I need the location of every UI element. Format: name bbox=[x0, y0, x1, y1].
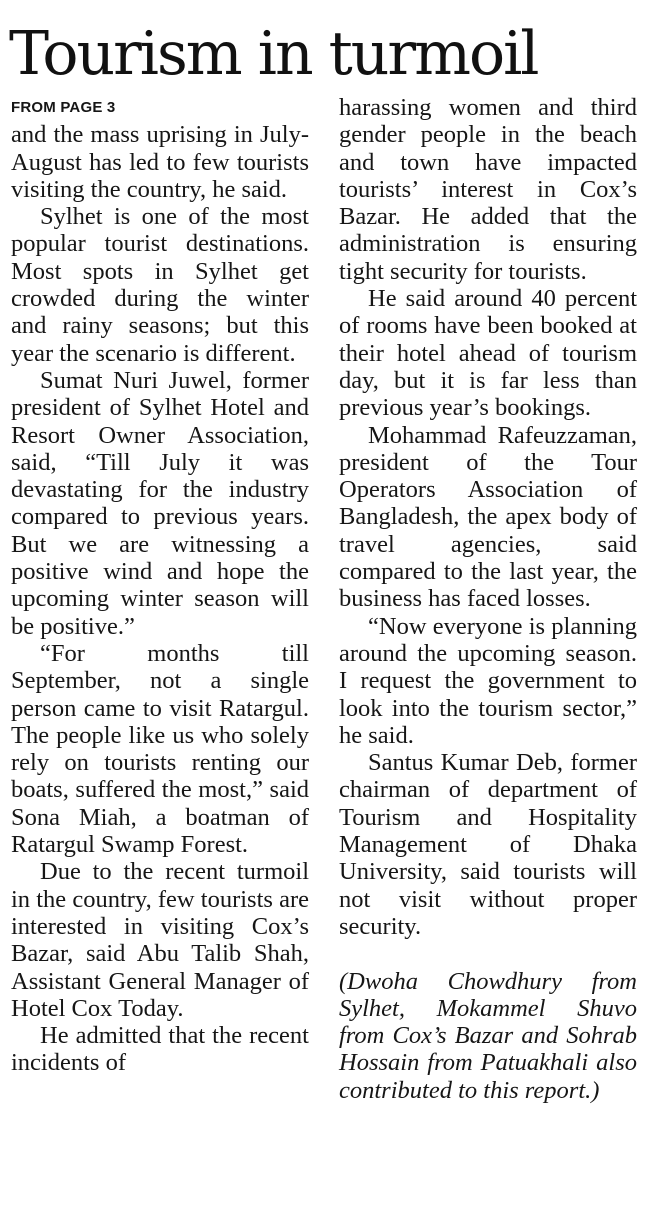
article-column-right bbox=[339, 94, 637, 1104]
article-column-left bbox=[11, 94, 309, 1077]
paragraph: Due to the recent turmoil in the country, few tourists are interested in visiting Cox’s Bazar, said Abu Talib Shah, Assistant General Manager of Hotel Cox Today. bbox=[11, 858, 309, 1022]
continued-from-label: FROM PAGE 3 bbox=[11, 99, 116, 116]
paragraph: “Now everyone is planning around the upcoming season. I request the government to look into the tourism sector,” he said. bbox=[339, 612, 637, 749]
paragraph: Sumat Nuri Juwel, former president of Sylhet Hotel and Resort Owner Association, said, “Till July it was devastating for the industry compared to previous years. But we are witnessing a positive wind and hope the upcoming winter season will be positive.” bbox=[11, 366, 309, 640]
paragraph: He admitted that the recent incidents of bbox=[11, 1022, 309, 1077]
paragraph: Santus Kumar Deb, former chairman of department of Tourism and Hospitality Management of Dhaka University, said tourists will not visit without proper security. bbox=[339, 749, 637, 940]
contributor-credit: (Dwoha Chowdhury from Sylhet, Mokammel Shuvo from Cox’s Bazar and Sohrab Hossain from Patuakhali also contributed to this report.) bbox=[339, 967, 637, 1104]
headline: Tourism in turmoil bbox=[9, 19, 538, 89]
paragraph: Sylhet is one of the most popular tourist destinations. Most spots in Sylhet get crowded during the winter and rainy seasons; but this year the scenario is different. bbox=[11, 203, 309, 367]
paragraph: Mohammad Rafeuzzaman, president of the Tour Operators Association of Bangladesh, the apex body of travel agencies, said compared to the last year, the business has faced losses. bbox=[339, 421, 637, 613]
paragraph: harassing women and third gender people in the beach and town have impacted tourists’ interest in Cox’s Bazar. He added that the administration is ensuring tight security for tourists. bbox=[339, 94, 637, 285]
paragraph: He said around 40 percent of rooms have been booked at their hotel ahead of tourism day, but it is far less than previous year’s bookings. bbox=[339, 285, 637, 422]
paragraph: and the mass uprising in July-August has led to few tourists visiting the country, he said. bbox=[11, 121, 309, 203]
paragraph: “For months till September, not a single person came to visit Ratargul. The people like us who solely rely on tourists renting our boats, suffered the most,” said Sona Miah, a boatman of Ratargul Swamp Forest. bbox=[11, 639, 309, 859]
